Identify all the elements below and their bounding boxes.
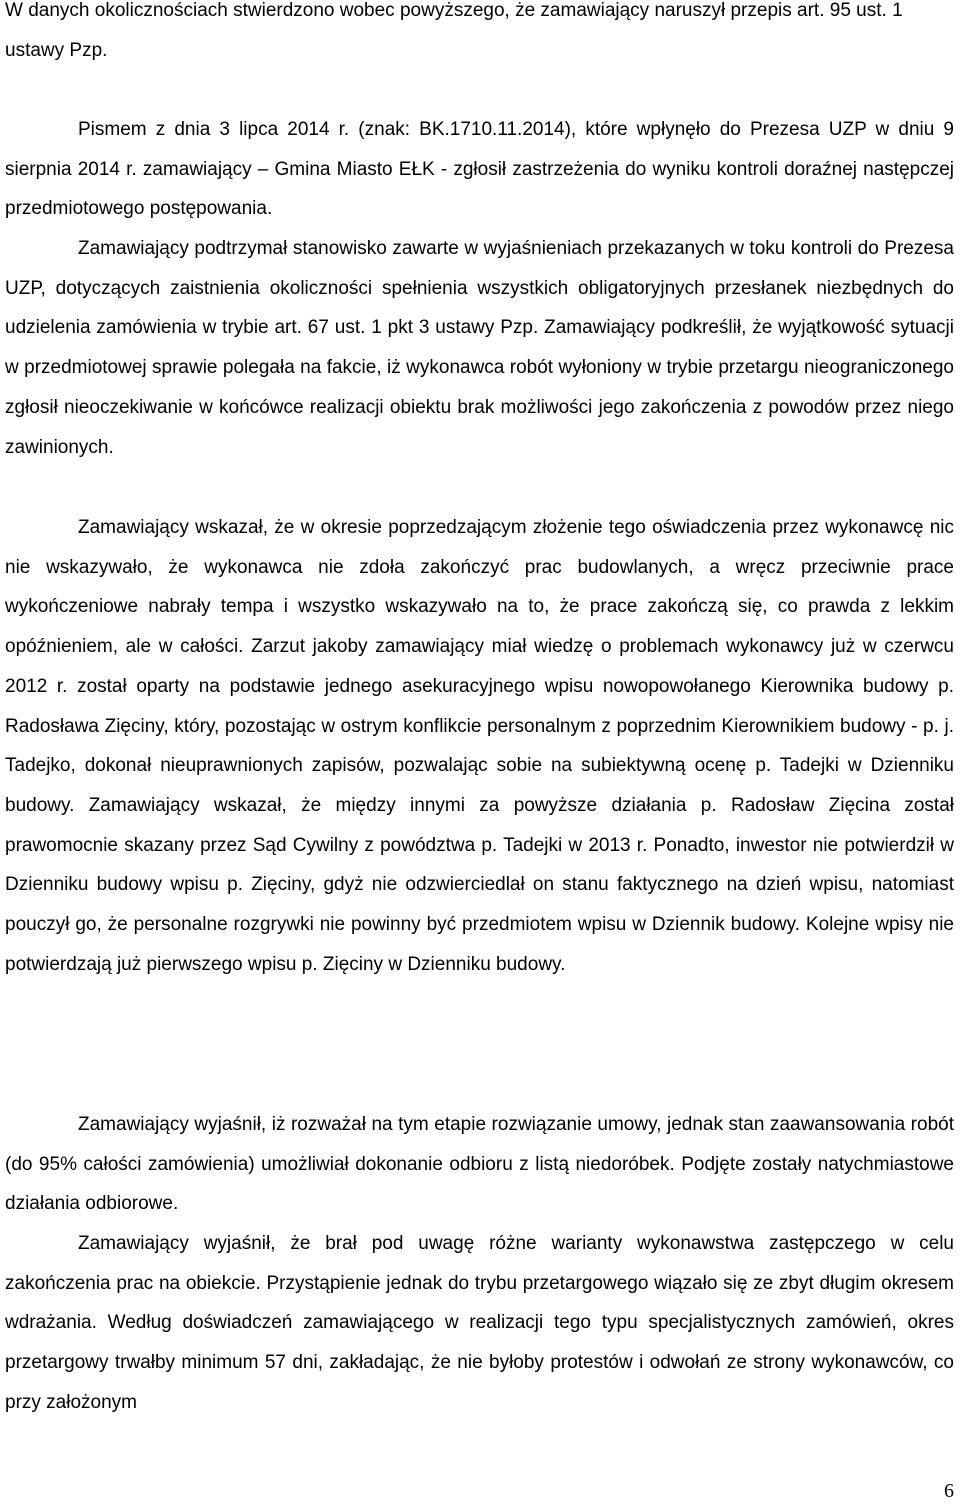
paragraph-contract-termination: Zamawiający wyjaśnił, iż rozważał na tym etapie rozwiązanie umowy, jednak stan zaawansowania robót (do 95% całości zamówienia) umożliwiał dokonanie odbioru z listą niedoróbek. Podjęte zostały natychmiastowe działania odbiorowe.	[5, 1114, 954, 1215]
paragraph-substitute-contractor: Zamawiający wyjaśnił, że brał pod uwagę różne warianty wykonawstwa zastępczego w celu zakończenia prac na obiekcie. Przystąpienie jednak do trybu przetargowego wiązało się ze zbyt długim okresem wdrażania. Według doświadczeń zamawiającego w realizacji tego typu specjalistycznych zamówień, okres przetargowy trwałby minimum 57 dni, zakładając, że nie byłoby protestów i odwołań ze strony wykonawców, co przy założonym	[5, 1233, 954, 1413]
page-number: 6	[944, 1480, 954, 1502]
paragraph-objections-letter: Pismem z dnia 3 lipca 2014 r. (znak: BK.1710.11.2014), które wpłynęło do Prezesa UZP w dniu 9 sierpnia 2014 r. zamawiający – Gmina Miasto EŁK - zgłosił zastrzeżenia do wyniku kontroli doraźnej następczej przedmiotowego postępowania.	[5, 119, 954, 220]
paragraph-violation-statement: W danych okolicznościach stwierdzono wobec powyższego, że zamawiający naruszył przepis art. 95 ust. 1 ustawy Pzp.	[5, 0, 903, 61]
paragraph-contracting-authority-position: Zamawiający podtrzymał stanowisko zawarte w wyjaśnieniach przekazanych w toku kontroli do Prezesa UZP, dotyczących zaistnienia okoliczności spełnienia wszystkich obligatoryjnych przesłanek niezbędnych do udzielenia zamówienia w trybie art. 67 ust. 1 pkt 3 ustawy Pzp. Zamawiający podkreślił, że wyjątkowość sytuacji w przedmiotowej sprawie polegała na fakcie, iż wykonawca robót wyłoniony w trybie przetargu nieograniczonego zgłosił nieoczekiwanie w końcówce realizacji obiektu brak możliwości jego zakończenia z powodów przez niego zawinionych.	[5, 238, 954, 458]
paragraph-contractor-situation: Zamawiający wskazał, że w okresie poprzedzającym złożenie tego oświadczenia przez wykonawcę nic nie wskazywało, że wykonawca nie zdoła zakończyć prac budowlanych, a wręcz przeciwnie prace wykończeniowe nabrały tempa i wszystko wskazywało na to, że prace zakończą się, co prawda z lekkim opóźnieniem, ale w całości. Zarzut jakoby zamawiający miał wiedzę o problemach wykonawcy już w czerwcu 2012 r. został oparty na podstawie jednego asekuracyjnego wpisu nowopowołanego Kierownika budowy p. Radosława Zięciny, który, pozostając w ostrym konflikcie personalnym z poprzednim Kierownikiem budowy - p. j. Tadejko, dokonał nieuprawnionych zapisów, pozwalając sobie na subiektywną ocenę p. Tadejki w Dzienniku budowy. Zamawiający wskazał, że między innymi za powyższe działania p. Radosław Zięcina został prawomocnie skazany przez Sąd Cywilny z powództwa p. Tadejki w 2013 r. Ponadto, inwestor nie potwierdził w Dzienniku budowy wpisu p. Zięciny, gdyż nie odzwierciedlał on stanu faktycznego na dzień wpisu, natomiast pouczył go, że personalne rozgrywki nie powinny być przedmiotem wpisu w Dziennik budowy. Kolejne wpisy nie potwierdzają już pierwszego wpisu p. Zięciny w Dzienniku budowy.	[5, 517, 954, 975]
